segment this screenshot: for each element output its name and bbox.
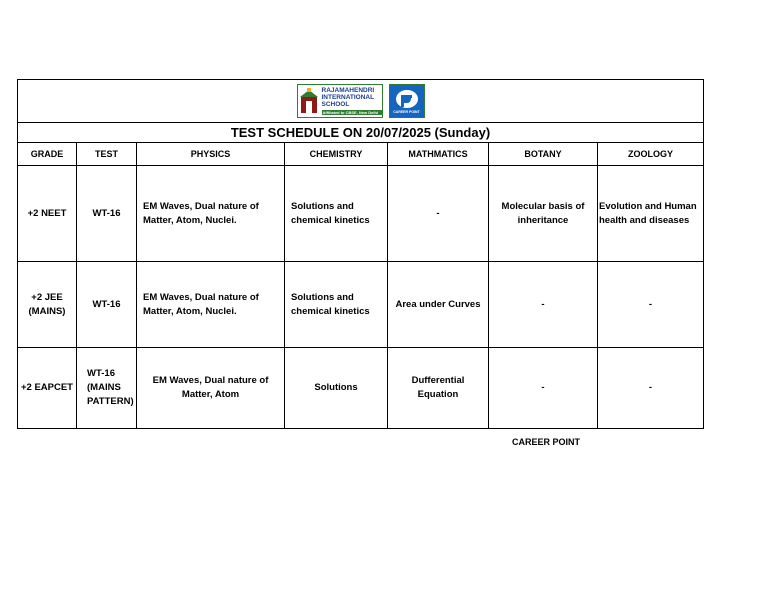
physics-cell: EM Waves, Dual nature of Matter, Atom, Nuclei.	[137, 262, 285, 348]
test-cell: WT-16	[77, 262, 137, 348]
column-header: BOTANY	[489, 143, 598, 166]
zoology-cell: -	[598, 262, 704, 348]
schedule-table	[17, 79, 704, 429]
grade-cell: +2 NEET	[18, 166, 77, 262]
header-row	[18, 143, 704, 166]
test-cell: WT-16 (MAINS PATTERN)	[77, 348, 137, 429]
page-title: TEST SCHEDULE ON 20/07/2025 (Sunday)	[18, 123, 704, 143]
zoology-cell: Evolution and Human health and diseases	[598, 166, 704, 262]
table-row	[18, 348, 704, 429]
maths-cell: -	[388, 166, 489, 262]
maths-cell: Dufferential Equation	[388, 348, 489, 429]
test-cell: WT-16	[77, 166, 137, 262]
school-emblem-icon	[298, 85, 320, 117]
column-header: PHYSICS	[137, 143, 285, 166]
logo-row	[18, 80, 704, 123]
column-header: TEST	[77, 143, 137, 166]
botany-cell: Molecular basis of inheritance	[489, 166, 598, 262]
zoology-cell: -	[598, 348, 704, 429]
school-name-line3: SCHOOL	[321, 101, 350, 108]
footer-career-point: CAREER POINT	[512, 437, 581, 447]
grade-cell: +2 EAPCET	[18, 348, 77, 429]
column-header: CHEMISTRY	[285, 143, 388, 166]
chemistry-cell: Solutions	[285, 348, 388, 429]
botany-cell: -	[489, 348, 598, 429]
chemistry-cell: Solutions and chemical kinetics	[285, 262, 388, 348]
school-name-line1: RAJAMAHENDRI	[321, 87, 375, 94]
table-row	[18, 166, 704, 262]
school-logo	[297, 84, 383, 118]
column-header: ZOOLOGY	[598, 143, 704, 166]
physics-cell: EM Waves, Dual nature of Matter, Atom	[137, 348, 285, 429]
chemistry-cell: Solutions and chemical kinetics	[285, 166, 388, 262]
school-affiliation: Affiliated to CBSE, New Delhi	[322, 110, 382, 115]
physics-cell: EM Waves, Dual nature of Matter, Atom, Nuclei.	[137, 166, 285, 262]
column-header: GRADE	[18, 143, 77, 166]
career-point-logo	[389, 84, 425, 118]
career-point-emblem-icon	[394, 88, 420, 110]
table-row	[18, 262, 704, 348]
maths-cell: Area under Curves	[388, 262, 489, 348]
column-header: MATHMATICS	[388, 143, 489, 166]
grade-cell: +2 JEE (MAINS)	[18, 262, 77, 348]
career-point-caption: CAREER POINT	[393, 110, 420, 114]
school-name-line2: INTERNATIONAL	[321, 94, 375, 101]
botany-cell: -	[489, 262, 598, 348]
